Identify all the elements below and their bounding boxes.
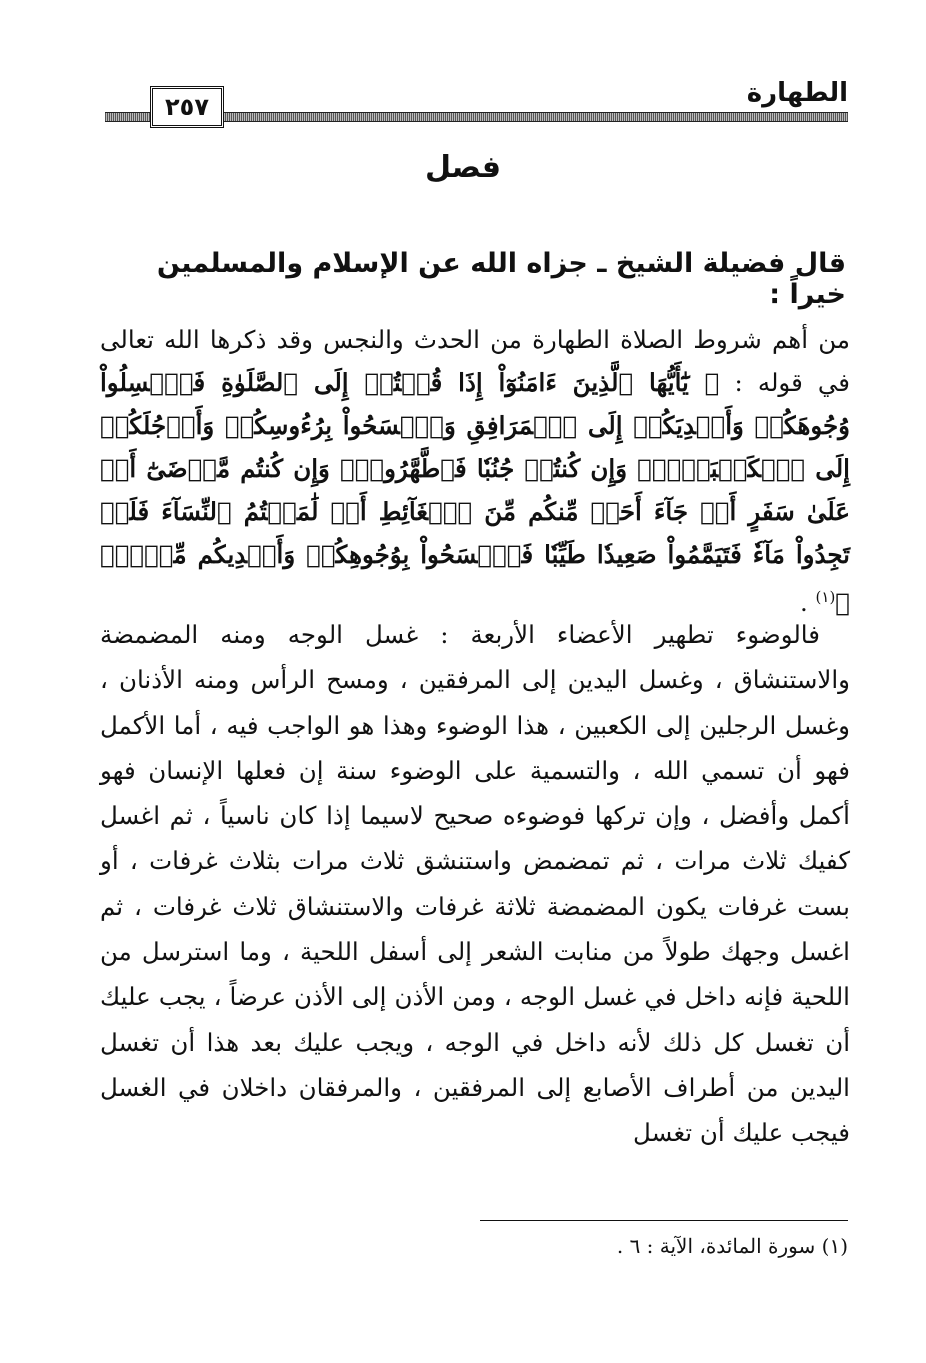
footnote-separator: [480, 1220, 848, 1221]
paragraph-2: فالوضوء تطهير الأعضاء الأربعة : غسل الوجه ومنه المضمضة والاستنشاق ، وغسل اليدين إلى المرفقين ، ومسح الرأس ومنه الأذنان ، وغسل الرجلين إلى الكعبين ، هذا الوضوء وهذا هو الواجب فيه ، أما الأكمل فهو أن تسمي الله ، والتسمية على الوضوء سنة إن فعلها الإنسان فهو أكمل وأفضل ، وإن تركها فوضوءه صحيح لاسيما إذا كان ناسياً ، ثم اغسل كفيك ثلاث مرات ، ثم تمضمض واستنشق ثلاث مرات بثلاث غرفات ، أو بست غرفات يكون المضمضة ثلاثة غرفات والاستنشاق ثلاث غرفات ، ثم اغسل وجهك طولاً من منابت الشعر إلى أسفل اللحية ، وما استرسل من اللحية فإنه داخل في غسل الوجه ، ومن الأذن إلى الأذن عرضاً ، يجب عليك أن تغسل كل ذلك لأنه داخل في الوجه ، ويجب عليك بعد هذا أن تغسل اليدين من أطراف الأصابع إلى المرفقين ، والمرفقان داخلان في الغسل فيجب عليك أن تغسل: [100, 620, 850, 1148]
intro-line: قال فضيلة الشيخ ـ جزاه الله عن الإسلام والمسلمين خيراً :: [156, 248, 846, 310]
section-heading: فصل: [425, 150, 501, 185]
paragraph-1-lead: من أهم شروط الصلاة الطهارة من الحدث والنجس وقد ذكرها الله تعالى في قوله :: [100, 325, 851, 397]
paragraph-1-end: .: [799, 588, 816, 618]
page-number: ٢٥٧: [150, 86, 224, 128]
footnote-mark[interactable]: (١): [815, 588, 836, 606]
running-header-title: الطهارة: [746, 78, 848, 108]
paragraph-1: [100, 318, 850, 624]
quran-verse: ﴿ يَٰٓأَيُّهَا ٱلَّذِينَ ءَامَنُوٓاْ إِذَا قُمۡتُمۡ إِلَى ٱلصَّلَوٰةِ فَٱغۡسِلُواْ وُجُوهَكُمۡ وَأَيۡدِيَكُمۡ إِلَى ٱلۡمَرَافِقِ وَٱمۡسَحُواْ بِرُءُوسِكُمۡ وَأَرۡجُلَكُمۡ إِلَى ٱلۡكَعۡبَيۡنِۚ وَإِن كُنتُمۡ جُنُبٗا فَٱطَّهَّرُواْۚ وَإِن كُنتُم مَّرۡضَىٰٓ أَوۡ عَلَىٰ سَفَرٍ أَوۡ جَآءَ أَحَدٞ مِّنكُم مِّنَ ٱلۡغَآئِطِ أَوۡ لَٰمَسۡتُمُ ٱلنِّسَآءَ فَلَمۡ تَجِدُواْ مَآءٗ فَتَيَمَّمُواْ صَعِيدٗا طَيِّبٗا فَٱمۡسَحُواْ بِوُجُوهِكُمۡ وَأَيۡدِيكُم مِّنۡهُۚ ﴾: [100, 368, 850, 618]
footnote: (١) سورة المائدة، الآية : ٦ .: [616, 1234, 848, 1258]
